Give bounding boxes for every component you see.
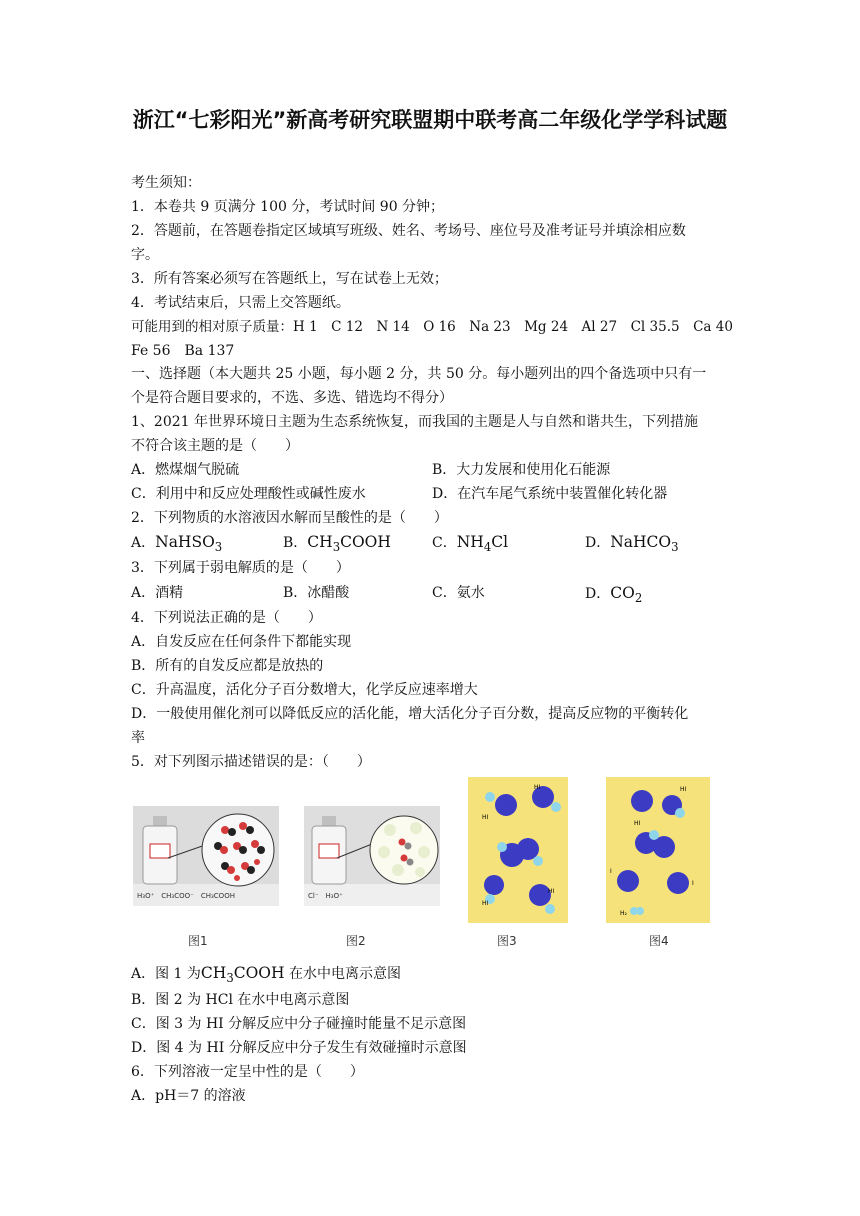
q2-d-formula: NaHCO xyxy=(610,533,672,551)
q1-option-b: B．大力发展和使用化石能源 xyxy=(432,462,611,478)
q2-b-formula: CH xyxy=(307,533,333,551)
notice-4: 4．考试结束后，只需上交答题纸。 xyxy=(131,295,350,311)
figure-4-image xyxy=(606,777,710,923)
q2-option-a xyxy=(131,532,222,557)
notice-1: 1．本卷共 9 页满分 100 分，考试时间 90 分钟； xyxy=(131,199,445,215)
q2-option-d xyxy=(585,532,679,557)
q4-stem: 4．下列说法正确的是（ ） xyxy=(131,610,322,626)
q2-b-formula-tail: COOH xyxy=(340,533,391,551)
q4-option-b: B．所有的自发反应都是放热的 xyxy=(131,658,324,674)
fig4-i-label-1: I xyxy=(610,868,612,875)
fig4-hi-label-1: HI xyxy=(680,786,687,793)
q1-option-c: C．利用中和反应处理酸性或碱性废水 xyxy=(131,486,366,502)
q4-option-c: C．升高温度，活化分子百分数增大，化学反应速率增大 xyxy=(131,682,478,698)
q3-d-sub: 2 xyxy=(634,590,643,605)
q2-b-sub: 3 xyxy=(332,539,341,554)
q1-stem-2: 不符合该主题的是（ ） xyxy=(131,438,299,454)
fig3-hi-label-2: HI xyxy=(482,814,489,821)
notice-2-cont: 字。 xyxy=(131,247,159,263)
figure-4-caption: 图4 xyxy=(649,934,669,948)
q6-option-a: A．pH＝7 的溶液 xyxy=(131,1088,246,1104)
fig3-hi-label-4: HI xyxy=(482,900,489,907)
q2-c-label: C． xyxy=(432,535,457,551)
q5-a-label: A．图 1 为 xyxy=(131,966,201,982)
figure-1-image xyxy=(133,806,279,906)
q5-a-formula-tail: COOH xyxy=(233,964,285,982)
q2-c-sub: 4 xyxy=(483,539,492,554)
q2-a-sub: 3 xyxy=(214,539,223,554)
q5-option-a xyxy=(131,963,401,988)
q2-b-label: B． xyxy=(283,535,308,551)
fig2-legend: Cl⁻ H₃O⁺ xyxy=(308,892,343,900)
q2-option-b xyxy=(283,532,391,557)
notice-heading: 考生须知： xyxy=(131,175,201,191)
section-instructions-1: 一、选择题（本大题共 25 小题，每小题 2 分，共 50 分。每小题列出的四个备选项中只有一 xyxy=(131,366,707,382)
atomic-masses-line2: Fe 56 Ba 137 xyxy=(131,343,235,359)
q3-d-formula: CO xyxy=(610,584,635,602)
q1-option-a: A．燃煤烟气脱硫 xyxy=(131,462,240,478)
q3-option-a: A．酒精 xyxy=(131,585,184,601)
q5-a-tail: 在水中电离示意图 xyxy=(288,966,401,982)
q2-a-formula: NaHSO xyxy=(155,533,215,551)
q2-d-sub: 3 xyxy=(671,539,679,554)
q5-option-b: B．图 2 为 HCl 在水中电离示意图 xyxy=(131,992,350,1008)
q2-stem: 2．下列物质的水溶液因水解而呈酸性的是（ ） xyxy=(131,510,448,526)
q3-option-c: C．氨水 xyxy=(432,585,485,601)
atomic-masses-line1: 可能用到的相对原子质量：H 1 C 12 N 14 O 16 Na 23 Mg 24 Al 27 Cl 35.5 Ca 40 xyxy=(131,319,733,335)
q4-option-a: A．自发反应在任何条件下都能实现 xyxy=(131,634,352,650)
q6-stem: 6．下列溶液一定呈中性的是（ ） xyxy=(131,1064,364,1080)
fig4-h2-label: H₂ xyxy=(620,910,627,917)
notice-2: 2．答题前，在答题卷指定区域填写班级、姓名、考场号、座位号及准考证号并填涂相应数 xyxy=(131,223,686,239)
figure-2-caption: 图2 xyxy=(346,934,366,948)
fig3-hi-label-3: HI xyxy=(548,888,555,895)
q3-option-d xyxy=(585,583,642,608)
q3-option-b: B．冰醋酸 xyxy=(283,585,350,601)
q1-option-d: D．在汽车尾气系统中装置催化转化器 xyxy=(432,486,668,502)
section-instructions-2: 个是符合题目要求的，不选、多选、错选均不得分） xyxy=(131,390,453,406)
fig4-i-label-2: I xyxy=(692,880,694,887)
q5-option-d: D．图 4 为 HI 分解反应中分子发生有效碰撞时示意图 xyxy=(131,1040,467,1056)
q4-option-d-1: D．一般使用催化剂可以降低反应的活化能，增大活化分子百分数，提高反应物的平衡转化 xyxy=(131,706,689,722)
q5-option-c: C．图 3 为 HI 分解反应中分子碰撞时能量不足示意图 xyxy=(131,1016,467,1032)
exam-title: 浙江“七彩阳光”新高考研究联盟期中联考高二年级化学学科试题 xyxy=(132,108,728,132)
figure-3-image xyxy=(468,777,568,923)
fig4-hi-label-2: HI xyxy=(634,820,641,827)
fig3-hi-label-1: HI xyxy=(534,784,541,791)
fig1-legend: H₃O⁺ CH₃COO⁻ CH₃COOH xyxy=(137,892,235,900)
q3-d-label: D． xyxy=(585,586,611,602)
figure-3-caption: 图3 xyxy=(497,934,517,948)
figure-2-image xyxy=(304,806,440,906)
q5-a-sub: 3 xyxy=(226,970,234,985)
q4-option-d-2: 率 xyxy=(131,730,145,746)
q1-stem-1: 1、2021 年世界环境日主题为生态系统恢复，而我国的主题是人与自然和谐共生，下列措施 xyxy=(131,414,698,430)
q5-a-formula: CH xyxy=(200,964,227,982)
q2-c-formula-tail: Cl xyxy=(491,533,509,551)
q2-option-c xyxy=(432,532,508,557)
q2-d-label: D． xyxy=(585,535,611,551)
q3-stem: 3．下列属于弱电解质的是（ ） xyxy=(131,560,350,576)
figure-1-caption: 图1 xyxy=(188,934,208,948)
q2-c-formula: NH xyxy=(456,533,484,551)
notice-3: 3．所有答案必须写在答题纸上，写在试卷上无效； xyxy=(131,271,448,287)
q5-stem: 5．对下列图示描述错误的是：（ ） xyxy=(131,754,371,770)
q2-a-label: A． xyxy=(131,535,156,551)
